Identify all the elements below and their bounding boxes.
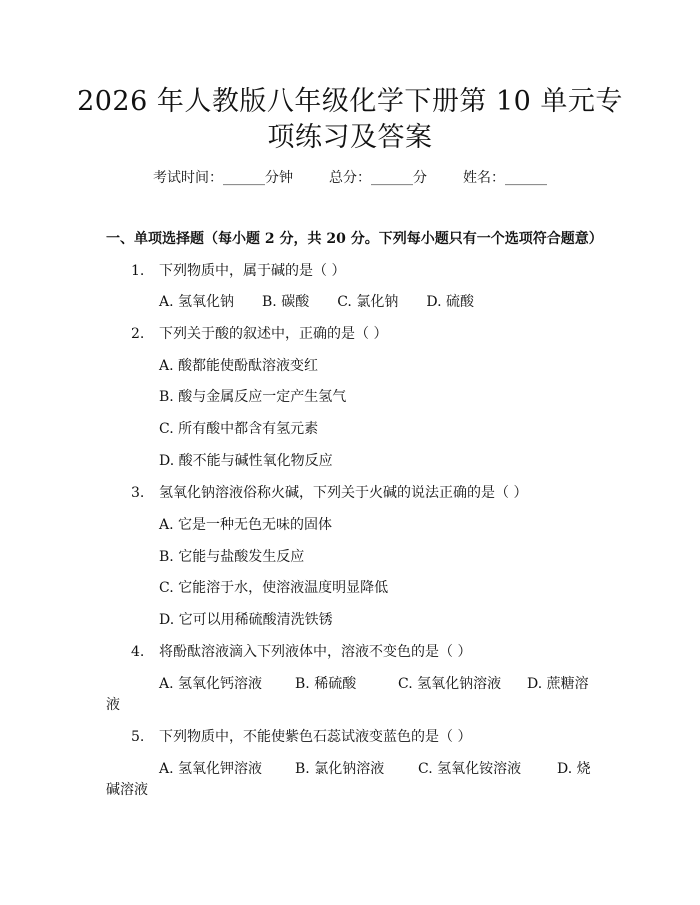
option-c: C. 所有酸中都含有氢元素	[159, 421, 319, 437]
exam-meta-row	[0, 168, 700, 188]
question-text: 下列物质中，属于碱的是（ ）	[159, 263, 346, 279]
option-a: A. 氢氧化钠	[159, 294, 235, 310]
question-number: 5.	[131, 729, 145, 745]
document-title-line-2: 项练习及答案	[267, 122, 433, 153]
option-a: A. 酸都能使酚酞溶液变红	[159, 358, 319, 374]
question-1-options	[159, 292, 502, 312]
question-1	[131, 261, 144, 281]
option-a: A. 氢氧化钙溶液	[159, 676, 263, 692]
option-c: C. 氯化钠	[337, 294, 399, 310]
option-d-wrap: 液	[106, 697, 120, 713]
question-2	[131, 324, 144, 344]
question-3	[131, 483, 144, 503]
option-d: D. 硫酸	[426, 294, 474, 310]
question-text: 氢氧化钠溶液俗称火碱，下列关于火碱的说法正确的是（ ）	[159, 485, 528, 501]
option-a: A. 它是一种无色无味的固体	[159, 517, 333, 533]
total-score-field: 总分：______分	[329, 170, 427, 186]
option-d: D. 它可以用稀硫酸清洗铁锈	[159, 612, 333, 628]
document-title-line-1: 2026 年人教版八年级化学下册第 10 单元专	[77, 86, 623, 117]
question-5	[131, 727, 144, 747]
option-d: D. 蔗糖溶	[527, 676, 589, 692]
question-text: 将酚酞溶液滴入下列液体中，溶液不变色的是（ ）	[159, 644, 472, 660]
option-c: C. 氢氧化铵溶液	[418, 761, 522, 777]
question-number: 1.	[131, 263, 145, 279]
question-number: 3.	[131, 485, 145, 501]
option-a: A. 氢氧化钾溶液	[159, 761, 263, 777]
question-4	[131, 642, 144, 662]
option-b: B. 稀硫酸	[295, 676, 357, 692]
question-number: 2.	[131, 326, 145, 342]
option-d: D. 烧	[557, 761, 591, 777]
exam-time-field: 考试时间：______分钟	[153, 170, 293, 186]
question-text: 下列物质中，不能使紫色石蕊试液变蓝色的是（ ）	[159, 729, 472, 745]
option-b: B. 酸与金属反应一定产生氢气	[159, 389, 347, 405]
question-text: 下列关于酸的叙述中，正确的是（ ）	[159, 326, 388, 342]
question-number: 4.	[131, 644, 145, 660]
section-heading: 一、单项选择题（每小题 2 分，共 20 分。下列每小题只有一个选项符合题意）	[106, 231, 603, 247]
student-name-field: 姓名：______	[463, 170, 547, 186]
option-b: B. 氯化钠溶液	[295, 761, 385, 777]
option-b: B. 碳酸	[262, 294, 310, 310]
option-c: C. 氢氧化钠溶液	[398, 676, 502, 692]
option-d: D. 酸不能与碱性氧化物反应	[159, 453, 333, 469]
option-c: C. 它能溶于水，使溶液温度明显降低	[159, 580, 389, 596]
option-d-wrap: 碱溶液	[106, 782, 148, 798]
option-b: B. 它能与盐酸发生反应	[159, 549, 305, 565]
